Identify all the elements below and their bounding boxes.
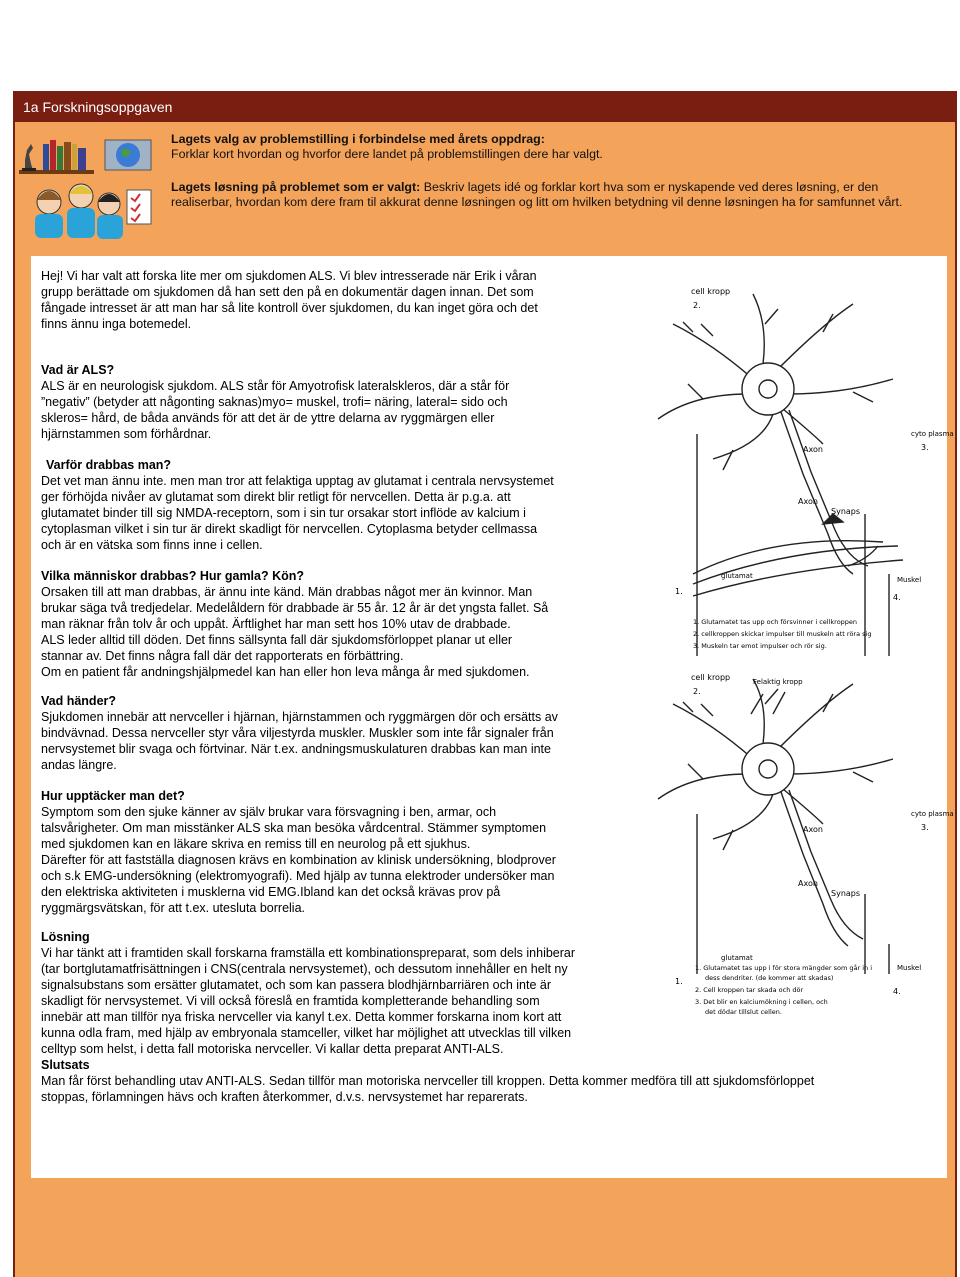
paragraph-line: innebär att man tillför nya friska nervceller via kanyl t.ex. Detta kommer forskarna inom kort att xyxy=(41,1010,562,1024)
paragraph-line: bindvävnad. Dessa nervceller styr våra viljestyrda muskler. Muskler som inte får signaler från xyxy=(41,726,554,740)
figure-label: cell kropp xyxy=(691,287,731,296)
paragraph-line: Vi har tänkt att i framtiden skall forskarna framställa ett kombinationspreparat, som dels inhiberar xyxy=(41,946,576,960)
figure-label: 4. xyxy=(893,987,901,996)
paragraph-line: fångade intresset är att man har så lite kontroll över sjukdomen, du kan inget göra och det xyxy=(41,301,538,315)
paragraph-line: cytoplasman vilket i sin tur är direkt skadligt för nervcellen. Cytoplasma betyder cellmassa xyxy=(41,522,538,536)
paragraph-line: grupp berättade om sjukdomen då han sett den på en dokumentär dagen innan. Det som xyxy=(41,285,534,299)
heading-detection: Hur upptäcker man det? xyxy=(41,789,185,803)
figure-note: dess dendriter. (de kommer att skadas) xyxy=(705,974,834,982)
paragraph-line: Om en patient får andningshjälpmedel kan han eller hon leva många år med sjukdomen. xyxy=(41,665,530,679)
figure-label: 2. xyxy=(693,687,701,696)
figure-label: Muskel xyxy=(897,964,922,972)
figure-label: Axon xyxy=(803,445,823,454)
figure-label: glutamat xyxy=(721,572,753,580)
figure-note: 1. Glutamatet tas upp och försvinner i cellkroppen xyxy=(693,618,858,626)
paragraph-line: Därefter för att fastställa diagnosen krävs en kombination av klinisk undersökning, blodprover xyxy=(41,853,556,867)
figure-label: Axon xyxy=(798,497,818,506)
paragraph-line: glutamatet binder till sig NMDA-receptorn, som i sin tur orsakar stort inflöde av kalcium i xyxy=(41,506,526,520)
paragraph-line: ALS leder alltid till döden. Det finns sällsynta fall där sjukdomsförloppet planar ut eller xyxy=(41,633,513,647)
heading-what-happens: Vad händer? xyxy=(41,694,117,708)
paragraph-line: nervsystemet blir svaga och förtvinar. När t.ex. andningsmuskulaturen drabbas kan man inte xyxy=(41,742,551,756)
paragraph-line: andas längre. xyxy=(41,758,117,772)
heading-what-is-als: Vad är ALS? xyxy=(41,363,115,377)
paragraph-line: kunna odla fram, med hjälp av embryonala stamceller, vilket har möjlighet att utvecklas till vilken xyxy=(41,1026,572,1040)
paragraph-line: med sjukdomen kan en läkare skriva en remiss till en neurolog på ett sjukhus. xyxy=(41,837,471,851)
paragraph-line: och är en vätska som finns inne i cellen. xyxy=(41,538,263,552)
task-q2-title: Lagets løsning på problemet som er valgt: xyxy=(171,180,421,194)
figure-label: 3. xyxy=(921,823,929,832)
paragraph-line: signalsubstans som ersätter glutamatet, och som kan passera blodhjärnbarriären och inte är xyxy=(41,978,551,992)
paragraph-line: finns ännu inga botemedel. xyxy=(41,317,192,331)
figure-label: Axon xyxy=(798,879,818,888)
paragraph-line: Symptom som den sjuke känner av själv brukar vara försvagning i ben, armar, och xyxy=(41,805,497,819)
figure-note: det dödar tillslut cellen. xyxy=(705,1008,782,1016)
figure-label: cyto plasma xyxy=(911,810,954,818)
figure-label: Felaktig kropp xyxy=(753,678,803,686)
figure-label: 3. xyxy=(921,443,929,452)
figure-label: Synaps xyxy=(831,889,861,898)
paragraph-line: hjärnstammen som förhårdnar. xyxy=(41,427,212,441)
heading-solution: Lösning xyxy=(41,930,90,944)
task-q1-title: Lagets valg av problemstilling i forbindelse med årets oppdrag: xyxy=(171,132,545,146)
task-q1-body: Forklar kort hvordan og hvorfor dere landet på problemstillingen dere har valgt. xyxy=(171,147,603,161)
paragraph-line: stoppas, förlamningen hävs och kraften återkommer, d.v.s. nervsystemet har reparerats. xyxy=(41,1090,528,1104)
paragraph-line: ”negativ” (betyder att någonting saknas)myo= muskel, trofi= näring, lateral= sido och xyxy=(41,395,508,409)
article-content xyxy=(31,256,954,1178)
heading-conclusion: Slutsats xyxy=(41,1058,90,1072)
paragraph-line: man räknar från tolv år och uppåt. Ärftlighet har man sett hos 10% utav de drabbade. xyxy=(41,617,511,631)
children-illustration-icon xyxy=(19,130,157,240)
task-q2-body: Beskriv lagets idé og forklar kort hva som er nyskapende ved deres løsning, er den realiserbar, hvordan kom dere fram til akkurat denne løsningen og litt om hvilken betydning vil denne løsningen ha for samfunnet vårt. xyxy=(171,180,903,209)
section-header xyxy=(13,91,957,122)
figure-label: cell kropp xyxy=(691,673,731,682)
figure-label: Axon xyxy=(803,825,823,834)
paragraph-line: den elektriska aktiviteten i musklerna vid EMG.Ibland kan det också krävas prov på xyxy=(41,885,501,899)
figure-label: 1. xyxy=(675,977,683,986)
figure-label: 2. xyxy=(693,301,701,310)
heading-who: Vilka människor drabbas? Hur gamla? Kön? xyxy=(41,569,305,583)
figure-label: cyto plasma xyxy=(911,430,954,438)
figure-label: glutamat xyxy=(721,954,753,962)
damaged-neuron-diagram xyxy=(653,673,954,974)
figure-note: 2. cellkroppen skickar impulser till muskeln att röra sig xyxy=(693,630,872,638)
paragraph-line: talsvårigheter. Om man misstänker ALS ska man besöka vårdcentral. Stämmer symptomen xyxy=(41,821,547,835)
figure-label: Synaps xyxy=(831,507,861,516)
paragraph-line: ryggmärgsvätskan, för att t.ex. utesluta borrelia. xyxy=(41,901,306,915)
healthy-neuron-notes xyxy=(671,572,947,682)
paragraph-line: Man får först behandling utav ANTI-ALS. Sedan tillför man motoriska nervceller till kroppen. Detta kommer medföra till att sjukdomsförloppet xyxy=(41,1074,815,1088)
paragraph-line: brukar säga två tredjedelar. Medelåldern för drabbade är 55 år. 12 år är det yngsta fallet. Så xyxy=(41,601,549,615)
paragraph-line: Det vet man ännu inte. men man tror att felaktiga upptag av glutamat i centrala nervsystemet xyxy=(41,474,554,488)
paragraph-line: (tar bortglutamatfrisättningen i CNS(centrala nervsystemet), och dessutom innehåller en helt ny xyxy=(41,962,568,976)
paragraph-line: Sjukdomen innebär att nervceller i hjärnan, hjärnstammen och ryggmärgen dör och ersätts av xyxy=(41,710,558,724)
figure-label: 4. xyxy=(893,593,901,602)
task-box xyxy=(17,122,945,244)
figure-note: 2. Cell kroppen tar skada och dör xyxy=(695,986,804,994)
section-title: 1a Forskningsoppgaven xyxy=(23,99,173,115)
paragraph-line: ALS är en neurologisk sjukdom. ALS står för Amyotrofisk lateralskleros, där a står för xyxy=(41,379,510,393)
paragraph-line: Hej! Vi har valt att forska lite mer om sjukdomen ALS. Vi blev intresserade när Erik i våran xyxy=(41,269,537,283)
figure-note: 1. Glutamatet tas upp i för stora mängder som går in i xyxy=(695,964,873,972)
damaged-neuron-notes xyxy=(671,956,947,1046)
paragraph-line: Orsaken till att man drabbas, är ännu inte känd. Män drabbas något mer än kvinnor. Man xyxy=(41,585,533,599)
figure-label: 1. xyxy=(675,587,683,596)
paragraph-line: skleros= hård, de båda används för att det är de yttre delarna av ryggmärgen eller xyxy=(41,411,495,425)
paragraph-line: stannar av. Det finns några fall där det rapporterats en förbättring. xyxy=(41,649,404,663)
paragraph-line: skadligt för nervsystemet. Vi vill också föreslå en framtida kompletterande behandling som xyxy=(41,994,540,1008)
paragraph-line: celltyp som helst, i detta fall motoriska nervceller. Vi kallar detta preparat ANTI-ALS. xyxy=(41,1042,504,1056)
figure-label: Muskel xyxy=(897,576,922,584)
paragraph-line: och s.k EMG-undersökning (elektromyografi). Med hjälp av tunna elektroder undersöker man xyxy=(41,869,555,883)
heading-why: Varför drabbas man? xyxy=(46,458,172,472)
figure-note: 3. Det blir en kalciumökning i cellen, och xyxy=(695,998,828,1006)
paragraph-line: ger förhöjda nivåer av glutamat som direkt blir retligt för nervcellen. Detta är p.g.a. att xyxy=(41,490,511,504)
figure-note: 3. Muskeln tar emot impulser och rör sig. xyxy=(693,642,827,650)
